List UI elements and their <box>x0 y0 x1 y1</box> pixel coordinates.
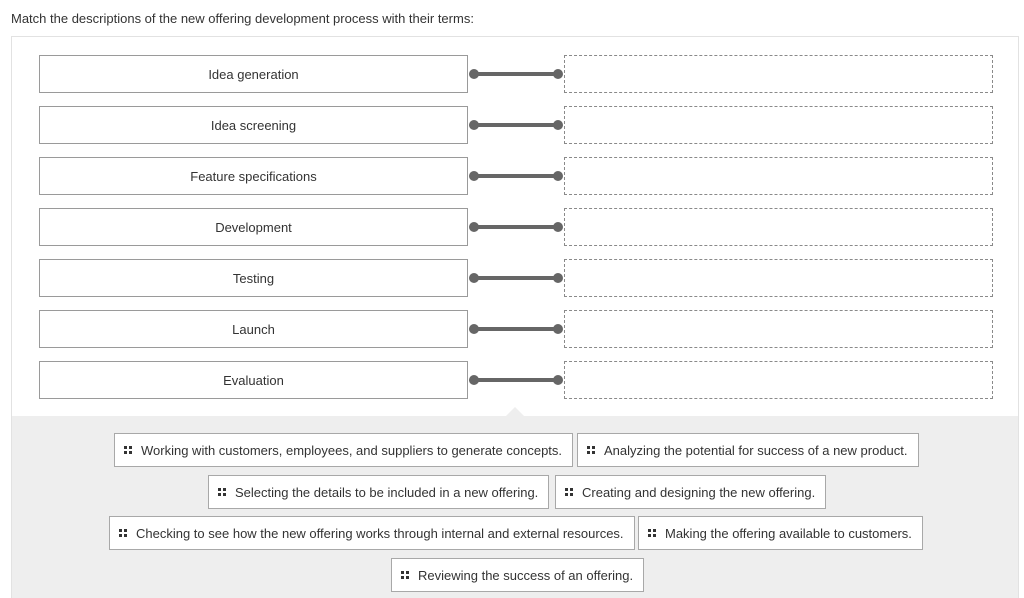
answer-chip-label: Making the offering available to customers. <box>665 525 912 541</box>
answer-bank <box>12 416 1018 598</box>
term-testing: Testing <box>39 259 468 297</box>
answer-chip[interactable] <box>391 558 644 592</box>
connector-line <box>469 323 564 335</box>
answer-chip-label: Selecting the details to be included in a new offering. <box>235 484 539 500</box>
drag-handle-icon <box>218 488 226 496</box>
drop-zone-7[interactable] <box>564 361 993 399</box>
drag-handle-icon <box>648 529 656 537</box>
match-row <box>39 106 993 144</box>
answer-chip[interactable] <box>208 475 549 509</box>
answer-chip[interactable] <box>577 433 919 467</box>
bank-pointer <box>506 407 524 416</box>
question-prompt: Match the descriptions of the new offering development process with their terms: <box>11 11 474 26</box>
connector-line <box>469 119 564 131</box>
connector-line <box>469 272 564 284</box>
drag-handle-icon <box>119 529 127 537</box>
term-evaluation: Evaluation <box>39 361 468 399</box>
term-idea-screening: Idea screening <box>39 106 468 144</box>
connector-line <box>469 374 564 386</box>
connector-line <box>469 221 564 233</box>
match-row <box>39 259 993 297</box>
answer-chip-label: Working with customers, employees, and suppliers to generate concepts. <box>141 442 563 458</box>
drop-zone-1[interactable] <box>564 55 993 93</box>
drop-zone-5[interactable] <box>564 259 993 297</box>
drag-handle-icon <box>124 446 132 454</box>
drag-handle-icon <box>587 446 595 454</box>
match-row <box>39 361 993 399</box>
drop-zone-4[interactable] <box>564 208 993 246</box>
matching-panel <box>11 36 1019 598</box>
match-row <box>39 55 993 93</box>
match-row <box>39 157 993 195</box>
term-feature-specifications: Feature specifications <box>39 157 468 195</box>
drag-handle-icon <box>565 488 573 496</box>
drag-handle-icon <box>401 571 409 579</box>
connector-line <box>469 68 564 80</box>
term-development: Development <box>39 208 468 246</box>
answer-chip-label: Checking to see how the new offering works through internal and external resources. <box>136 525 624 541</box>
answer-chip[interactable] <box>638 516 923 550</box>
drop-zone-3[interactable] <box>564 157 993 195</box>
answer-chip[interactable] <box>555 475 826 509</box>
term-launch: Launch <box>39 310 468 348</box>
answer-chip-label: Analyzing the potential for success of a new product. <box>604 442 908 458</box>
answer-chip[interactable] <box>109 516 635 550</box>
term-idea-generation: Idea generation <box>39 55 468 93</box>
drop-zone-6[interactable] <box>564 310 993 348</box>
answer-chip-label: Reviewing the success of an offering. <box>418 567 634 583</box>
drop-zone-2[interactable] <box>564 106 993 144</box>
answer-chip[interactable] <box>114 433 573 467</box>
answer-chip-label: Creating and designing the new offering. <box>582 484 816 500</box>
match-row <box>39 208 993 246</box>
match-row <box>39 310 993 348</box>
connector-line <box>469 170 564 182</box>
